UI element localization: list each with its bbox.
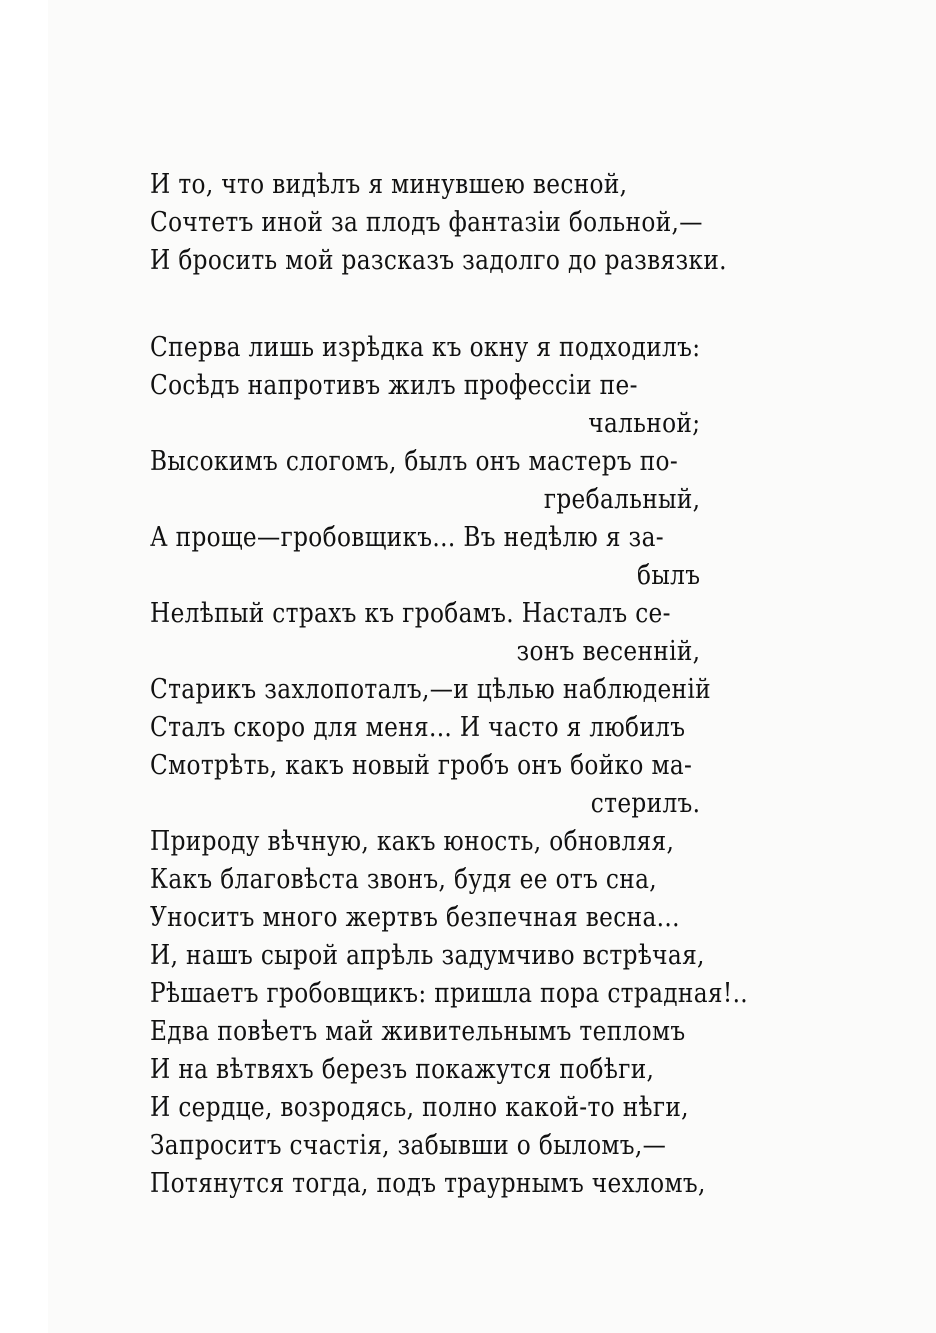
verse-line: Запроситъ счастія, забывши о быломъ,— [150, 1130, 667, 1161]
verse-line-continuation: былъ [637, 560, 701, 591]
verse-line: Нелѣпый страхъ къ гробамъ. Насталъ се- [150, 598, 671, 629]
verse-line: Едва повѣетъ май живительнымъ тепломъ [150, 1016, 686, 1047]
verse-line: Старикъ захлопоталъ,—и цѣлью наблюденій [150, 674, 711, 705]
verse-line: И на вѣтвяхъ березъ покажутся побѣги, [150, 1054, 655, 1085]
verse-line: Сочтетъ иной за плодъ фантазіи больной,— [150, 207, 703, 238]
verse-line-continuation: гребальный, [543, 484, 701, 515]
verse-line: Природу вѣчную, какъ юность, обновляя, [150, 826, 675, 857]
verse-line: И, нашъ сырой апрѣль задумчиво встрѣчая, [150, 940, 705, 971]
left-margin [0, 0, 48, 1333]
verse-line: Потянутся тогда, подъ траурнымъ чехломъ, [150, 1168, 706, 1199]
verse-line: Сосѣдъ напротивъ жилъ профессіи пе- [150, 370, 638, 401]
verse-line: Смотрѣть, какъ новый гробъ онъ бойко ма- [150, 750, 693, 781]
verse-line-continuation: стерилъ. [590, 788, 701, 819]
verse-line-continuation: чальной; [588, 408, 701, 439]
verse-line: Уноситъ много жертвъ безпечная весна... [150, 902, 680, 933]
verse-line: Сталъ скоро для меня... И часто я любилъ [150, 712, 686, 743]
verse-line: Рѣшаетъ гробовщикъ: пришла пора страдная!.. [150, 978, 749, 1009]
verse-line: И то, что видѣлъ я минувшею весной, [150, 169, 628, 200]
verse-line: И бросить мой разсказъ задолго до развязки. [150, 245, 727, 276]
verse-line: Какъ благовѣста звонъ, будя ее отъ сна, [150, 864, 658, 895]
verse-line-continuation: зонъ весенній, [516, 636, 701, 667]
verse-line: И сердце, возродясь, полно какой-то нѣги, [150, 1092, 689, 1123]
verse-line: Сперва лишь изрѣдка къ окну я подходилъ: [150, 332, 701, 363]
stanza-break [150, 280, 700, 329]
verse-line: А проще—гробовщикъ... Въ недѣлю я за- [150, 522, 664, 553]
verse-line: Высокимъ слогомъ, былъ онъ мастеръ по- [150, 446, 679, 477]
poem-text [150, 166, 749, 1203]
